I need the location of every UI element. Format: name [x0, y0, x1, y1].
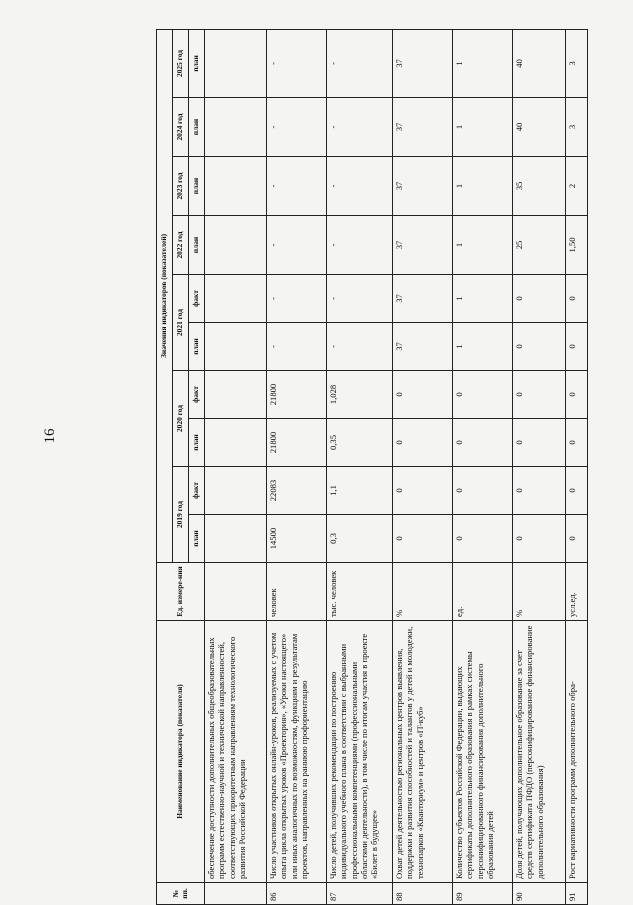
value-cell: -: [267, 98, 327, 157]
indicator-name-cell: Охват детей деятельностью региональных центров выявления, поддержки и развития способностей и талантов у детей и молодежи, технопарков «Кванториум» и центров «IT-куб»: [393, 621, 453, 883]
value-cell: [205, 323, 267, 371]
value-cell: [205, 515, 267, 563]
value-cell: 0: [453, 419, 513, 467]
value-cell: 1: [453, 98, 513, 157]
value-cell: -: [327, 323, 393, 371]
value-cell: 0: [393, 515, 453, 563]
value-cell: -: [267, 29, 327, 97]
value-cell: 0: [566, 371, 588, 419]
value-cell: 37: [393, 29, 453, 97]
value-cell: -: [267, 157, 327, 216]
value-cell: 22083: [267, 467, 327, 515]
value-cell: 37: [393, 323, 453, 371]
header-year: 2024 год: [173, 98, 189, 157]
value-cell: 0: [513, 371, 566, 419]
table-row: [267, 29, 327, 904]
value-cell: 37: [393, 98, 453, 157]
value-cell: 40: [513, 98, 566, 157]
value-cell: [205, 275, 267, 323]
table-body: [205, 29, 588, 904]
indicator-name-cell: Число участников открытых онлайн-уроков, реализуемых с учетом опыта цикла открытых уроков «Проектория», «Уроки настоящего» или иных аналогичных по возможностям, функциям и результатам проектов, направленных на раннюю профориентацию: [267, 621, 327, 883]
indicator-name-cell: Число детей, получивших рекомендации по построению индивидуального учебного плана в соответствии с выбранными профессиональными компетенциями (профессиональными областями деятельности), в том числе по итогам участия в проекте «Билет в будущее»: [327, 621, 393, 883]
value-cell: 0: [393, 467, 453, 515]
row-number-cell: 91: [566, 883, 588, 905]
unit-cell: [205, 563, 267, 621]
unit-cell: человек: [267, 563, 327, 621]
value-cell: 1: [453, 275, 513, 323]
table-row: [327, 29, 393, 904]
header-num: № пп.: [157, 883, 205, 905]
unit-cell: ед.: [453, 563, 513, 621]
value-cell: 0: [453, 371, 513, 419]
value-cell: -: [267, 216, 327, 275]
value-cell: 2: [566, 157, 588, 216]
value-cell: 0: [513, 323, 566, 371]
value-cell: 40: [513, 29, 566, 97]
value-cell: 0,3: [327, 515, 393, 563]
header-plan: план: [189, 323, 205, 371]
value-cell: -: [327, 29, 393, 97]
value-cell: 0: [566, 419, 588, 467]
value-cell: 1: [453, 157, 513, 216]
value-cell: 37: [393, 157, 453, 216]
header-plan: план: [189, 98, 205, 157]
unit-cell: тыс. человек: [327, 563, 393, 621]
header-plan: план: [189, 419, 205, 467]
unit-cell: %: [513, 563, 566, 621]
value-cell: -: [327, 157, 393, 216]
row-number-cell: 89: [453, 883, 513, 905]
header-plan: план: [189, 515, 205, 563]
value-cell: [205, 371, 267, 419]
value-cell: 0: [453, 515, 513, 563]
value-cell: 0: [393, 419, 453, 467]
value-cell: 1: [453, 323, 513, 371]
value-cell: 1,1: [327, 467, 393, 515]
header-plan: план: [189, 216, 205, 275]
header-year: 2019 год: [173, 467, 189, 563]
table-row: [566, 29, 588, 904]
value-cell: [205, 216, 267, 275]
row-number-cell: 86: [267, 883, 327, 905]
value-cell: 21800: [267, 371, 327, 419]
header-fact: факт: [189, 467, 205, 515]
indicator-name-cell: Доля детей, получающих дополнительное образование за счет средств сертификата ПФДО (персонифицированное финансирование дополнительного образования): [513, 621, 566, 883]
header-year: 2025 год: [173, 29, 189, 97]
value-cell: 3: [566, 98, 588, 157]
value-cell: 21800: [267, 419, 327, 467]
value-cell: -: [267, 275, 327, 323]
unit-cell: усл.ед.: [566, 563, 588, 621]
unit-cell: %: [393, 563, 453, 621]
header-year: 2022 год: [173, 216, 189, 275]
value-cell: 0: [513, 467, 566, 515]
header-year: 2020 год: [173, 371, 189, 467]
value-cell: 25: [513, 216, 566, 275]
value-cell: 1,028: [327, 371, 393, 419]
header-name: Наименование индикатора (показателя): [157, 621, 205, 883]
value-cell: 0: [513, 419, 566, 467]
value-cell: [205, 419, 267, 467]
value-cell: 0: [453, 467, 513, 515]
table-row: [393, 29, 453, 904]
row-number-cell: 88: [393, 883, 453, 905]
value-cell: 14500: [267, 515, 327, 563]
header-plan: план: [189, 157, 205, 216]
indicator-name-cell: Количество субъектов Российской Федерации, выдающих сертификаты дополнительного образования в рамках системы персонифицированного финансирования дополнительного образования детей: [453, 621, 513, 883]
value-cell: 0: [393, 371, 453, 419]
value-cell: [205, 157, 267, 216]
value-cell: 1,50: [566, 216, 588, 275]
row-number-cell: 90: [513, 883, 566, 905]
indicator-name-cell: обеспечение доступности дополнительных общеобразовательных программ естественно-научной и технической направленностей, соответствующих приоритетным направлениям технологического развития Российской Федерации: [205, 621, 267, 883]
header-values-group: Значения индикаторов (показателей): [157, 29, 173, 562]
value-cell: 0,35: [327, 419, 393, 467]
table-row: [453, 29, 513, 904]
indicator-name-cell: Рост вариативности программ дополнительного обра-: [566, 621, 588, 883]
value-cell: [205, 467, 267, 515]
page-number: 16: [42, 428, 58, 444]
row-number-cell: 87: [327, 883, 393, 905]
value-cell: 37: [393, 275, 453, 323]
header-unit: Ед. измере-ния: [157, 563, 205, 621]
value-cell: 1: [453, 29, 513, 97]
table-row: [205, 29, 267, 904]
value-cell: 0: [513, 275, 566, 323]
value-cell: -: [327, 98, 393, 157]
value-cell: 37: [393, 216, 453, 275]
value-cell: 35: [513, 157, 566, 216]
indicators-table: [156, 29, 588, 905]
row-number-cell: [205, 883, 267, 905]
header-fact: факт: [189, 371, 205, 419]
value-cell: 0: [566, 323, 588, 371]
value-cell: 0: [566, 515, 588, 563]
table-row: [513, 29, 566, 904]
value-cell: [205, 29, 267, 97]
value-cell: 0: [566, 467, 588, 515]
header-year: 2023 год: [173, 157, 189, 216]
value-cell: -: [267, 323, 327, 371]
value-cell: -: [327, 216, 393, 275]
rotated-table-container: [156, 30, 616, 905]
value-cell: [205, 98, 267, 157]
header-fact: факт: [189, 275, 205, 323]
value-cell: 0: [566, 275, 588, 323]
header-year: 2021 год: [173, 275, 189, 371]
value-cell: -: [327, 275, 393, 323]
header-plan: план: [189, 29, 205, 97]
value-cell: 3: [566, 29, 588, 97]
value-cell: 0: [513, 515, 566, 563]
value-cell: 1: [453, 216, 513, 275]
